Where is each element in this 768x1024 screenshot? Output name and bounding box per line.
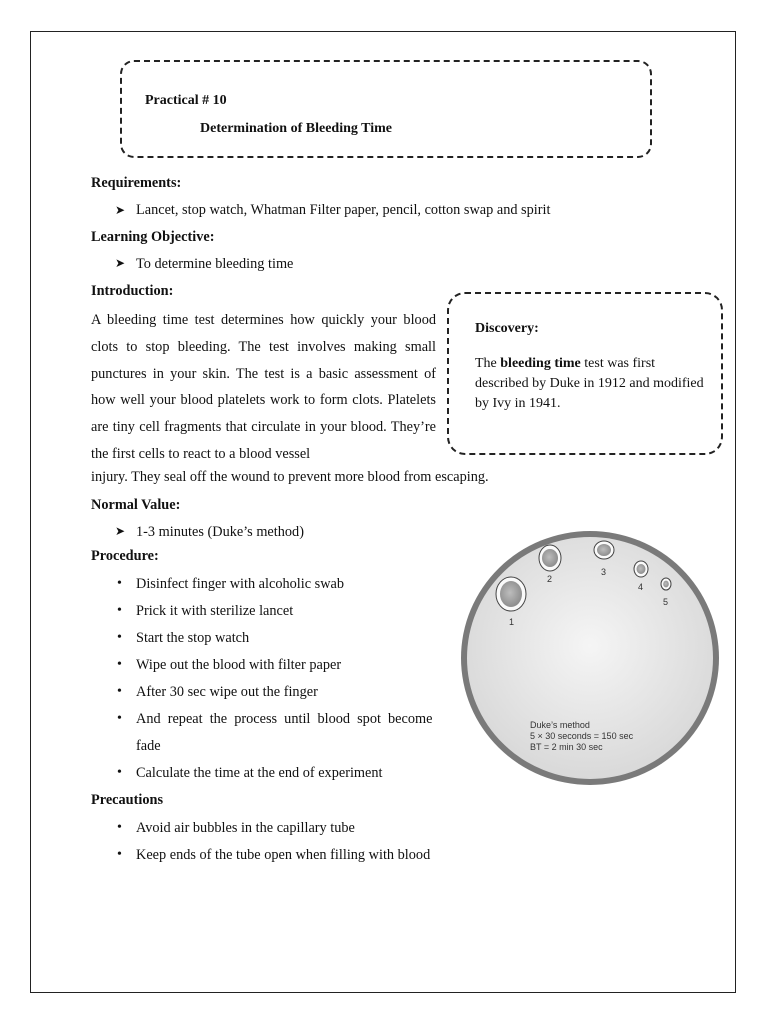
- precaution-item: Keep ends of the tube open when filling with blood: [136, 847, 431, 863]
- blood-spot-2: [539, 545, 561, 571]
- introduction-last-line: injury. They seal off the wound to prevent more blood from escaping.: [91, 469, 489, 485]
- figure-caption-line: 5 × 30 seconds = 150 sec: [530, 731, 634, 741]
- bullet-icon: •: [117, 657, 122, 672]
- spot-label: 1: [509, 617, 515, 627]
- procedure-step: Start the stop watch: [136, 630, 250, 646]
- blood-spot-1: [496, 577, 526, 611]
- figure-caption-line: BT = 2 min 30 sec: [530, 742, 603, 752]
- procedure-step: After 30 sec wipe out the finger: [136, 684, 318, 700]
- title-box: [120, 60, 652, 158]
- procedure-step-justified: And repeat the process until blood spot become: [136, 711, 433, 727]
- blood-spot-4: [634, 561, 648, 577]
- arrow-bullet-icon: ➤: [115, 524, 126, 538]
- practical-title: Determination of Bleeding Time: [200, 121, 392, 136]
- procedure-heading: Procedure:: [91, 548, 159, 564]
- practical-number: Practical # 10: [145, 93, 227, 108]
- procedure-step-continued: fade: [136, 738, 161, 754]
- procedure-step: Wipe out the blood with filter paper: [136, 657, 342, 673]
- bullet-icon: •: [117, 820, 122, 835]
- discovery-bold-term: bleeding time: [500, 356, 581, 371]
- objective-item: To determine bleeding time: [136, 256, 294, 272]
- filter-paper-figure: [458, 528, 722, 789]
- normal-value-item: 1-3 minutes (Duke’s method): [136, 524, 304, 540]
- precaution-item: Avoid air bubbles in the capillary tube: [136, 820, 355, 836]
- arrow-bullet-icon: ➤: [115, 256, 126, 270]
- bullet-icon: •: [117, 576, 122, 591]
- blood-spot-5: [661, 578, 671, 590]
- discovery-heading: Discovery:: [475, 321, 539, 336]
- arrow-bullet-icon: ➤: [115, 203, 126, 217]
- figure-caption-line: Duke’s method: [530, 720, 590, 730]
- objective-heading: Learning Objective:: [91, 229, 215, 245]
- spot-label: 2: [547, 574, 553, 584]
- spot-label: 4: [638, 582, 644, 592]
- spot-label: 3: [601, 567, 607, 577]
- bullet-icon: •: [117, 630, 122, 645]
- bullet-icon: •: [117, 847, 122, 862]
- procedure-step: Calculate the time at the end of experiment: [136, 765, 383, 781]
- blood-spot-3: [594, 541, 614, 559]
- bullet-icon: •: [117, 711, 122, 726]
- requirements-item: Lancet, stop watch, Whatman Filter paper, pencil, cotton swap and spirit: [136, 202, 551, 218]
- precautions-heading: Precautions: [91, 792, 164, 808]
- introduction-heading: Introduction:: [91, 283, 174, 299]
- normal-value-heading: Normal Value:: [91, 497, 181, 513]
- procedure-step: Disinfect finger with alcoholic swab: [136, 576, 345, 592]
- procedure-step: Prick it with sterilize lancet: [136, 603, 294, 619]
- bullet-icon: •: [117, 603, 122, 618]
- bullet-icon: •: [117, 684, 122, 699]
- introduction-paragraph: A bleeding time test determines how quickly your blood clots to stop bleeding. The test involves making small punctures in your skin. The test is a basic assessment of how well your blood platelets work to form clots. Platelets are tiny cell fragments that circulate in your blood. They’re the first cells to react to a blood vessel: [91, 312, 436, 462]
- discovery-text: The bleeding time test was first described by Duke in 1912 and modified by Ivy in 1941.: [475, 356, 704, 411]
- bullet-icon: •: [117, 765, 122, 780]
- requirements-heading: Requirements:: [91, 175, 182, 191]
- spot-label: 5: [663, 597, 669, 607]
